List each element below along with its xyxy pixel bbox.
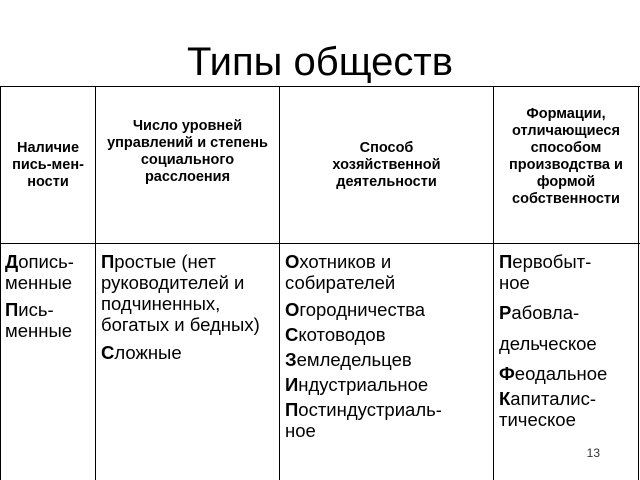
header-formations-text: Формации, отличающиеся способом производства и формой собственности [509, 106, 623, 207]
list-item: Охотников и собирателей [285, 251, 396, 293]
list-item: Скотоводов [285, 324, 386, 345]
list-item: Пись-менные [5, 299, 73, 341]
column-writing [5, 251, 93, 345]
list-item: Допись-менные [5, 251, 74, 293]
table-left-border [0, 86, 1, 480]
column-economy [285, 251, 490, 445]
page-number: 13 [586, 446, 600, 460]
column-divider-1 [95, 86, 96, 480]
list-item: Постиндустриаль-ное [285, 399, 442, 441]
list-item: Сложные [101, 342, 182, 363]
slide-title: Типы обществ [187, 40, 453, 84]
header-economy [281, 90, 492, 240]
table-top-border [0, 86, 640, 87]
list-item: Феодальное [499, 363, 608, 384]
list-item: Индустриальное [285, 374, 429, 395]
list-item: Простые (нет руководителей и подчиненных, богатых и бедных) [101, 251, 260, 335]
list-item: Огородничества [285, 299, 426, 320]
header-stratification [97, 90, 278, 240]
column-formations [499, 251, 634, 434]
column-divider-2 [279, 86, 280, 480]
header-formations [495, 90, 637, 240]
table-right-border [638, 86, 639, 480]
list-item: Капиталис-тическое [499, 388, 597, 430]
list-item: Рабовла-дельческое [499, 302, 597, 354]
column-stratification [101, 251, 277, 367]
list-item: Первобыт-ное [499, 251, 592, 293]
header-stratification-text: Число уровней управлений и степень социального расслоения [107, 118, 268, 185]
header-writing [2, 90, 94, 240]
header-economy-text: Способ хозяйственной деятельности [332, 139, 441, 190]
list-item: Земледельцев [285, 349, 412, 370]
column-divider-3 [493, 86, 494, 480]
header-writing-text: Наличие пись-мен-ности [12, 139, 84, 190]
table-header-divider [0, 243, 640, 244]
